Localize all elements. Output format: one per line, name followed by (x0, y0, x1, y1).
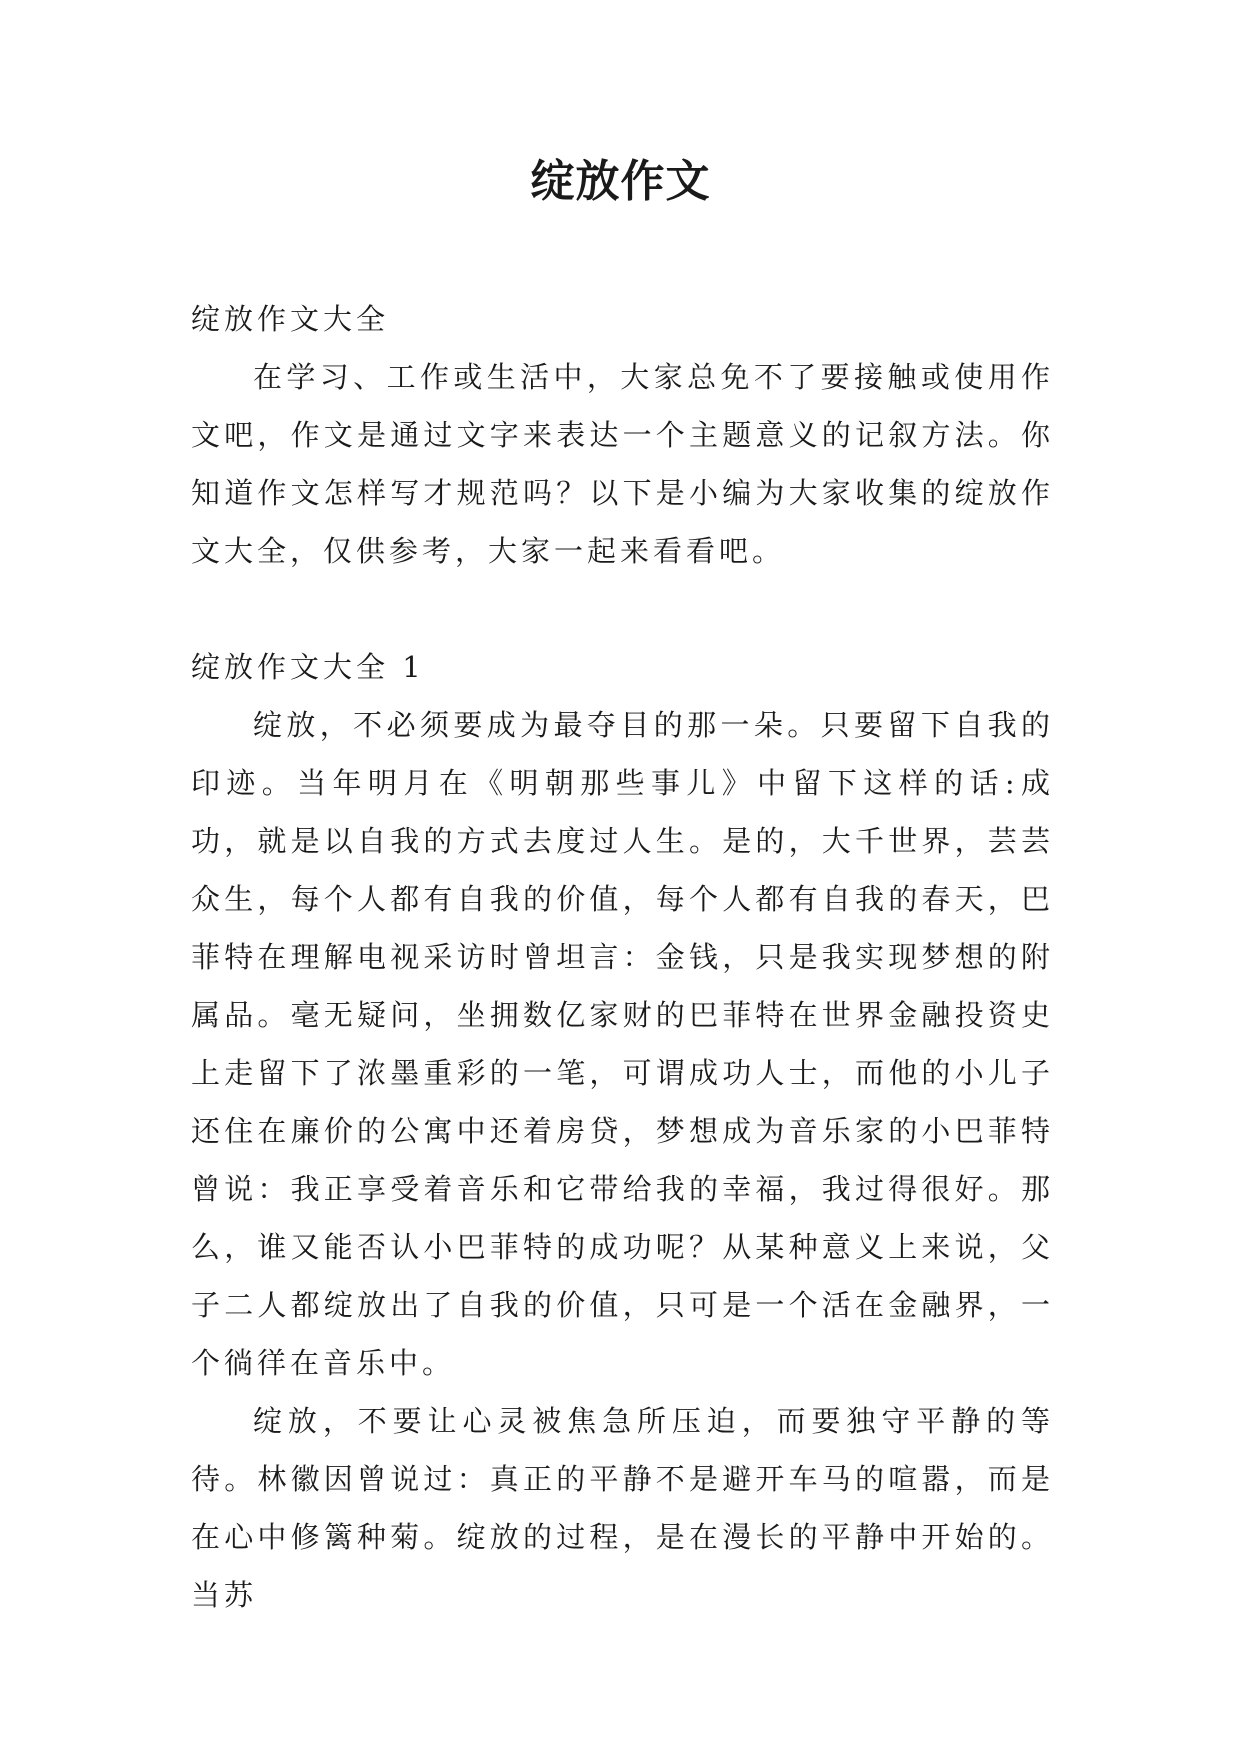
document-body (191, 290, 1054, 1624)
intro-paragraph: 在学习、工作或生活中，大家总免不了要接触或使用作文吧，作文是通过文字来表达一个主题意义的记叙方法。你知道作文怎样写才规范吗？以下是小编为大家收集的绽放作文大全，仅供参考，大家一起来看看吧。 (191, 360, 1054, 568)
section1-paragraph-1: 绽放，不必须要成为最夺目的那一朵。只要留下自我的印迹。当年明月在《明朝那些事儿》中留下这样的话:成功，就是以自我的方式去度过人生。是的，大千世界，芸芸众生，每个人都有自我的价值，每个人都有自我的春天，巴菲特在理解电视采访时曾坦言：金钱，只是我实现梦想的附属品。毫无疑问，坐拥数亿家财的巴菲特在世界金融投资史上走留下了浓墨重彩的一笔，可谓成功人士，而他的小儿子还住在廉价的公寓中还着房贷，梦想成为音乐家的小巴菲特曾说：我正享受着音乐和它带给我的幸福，我过得很好。那么，谁又能否认小巴菲特的成功呢？从某种意义上来说，父子二人都绽放出了自我的价值，只可是一个活在金融界，一个徜徉在音乐中。 (191, 708, 1054, 1380)
document-title: 绽放作文 (530, 156, 711, 207)
section1-heading: 绽放作文大全 1 (191, 650, 425, 684)
section-spacer (191, 580, 1054, 638)
intro-heading: 绽放作文大全 (191, 302, 390, 336)
section1-paragraph-2: 绽放，不要让心灵被焦急所压迫，而要独守平静的等待。林徽因曾说过：真正的平静不是避开车马的喧嚣，而是在心中修篱种菊。绽放的过程，是在漫长的平静中开始的。当苏 (191, 1404, 1054, 1612)
